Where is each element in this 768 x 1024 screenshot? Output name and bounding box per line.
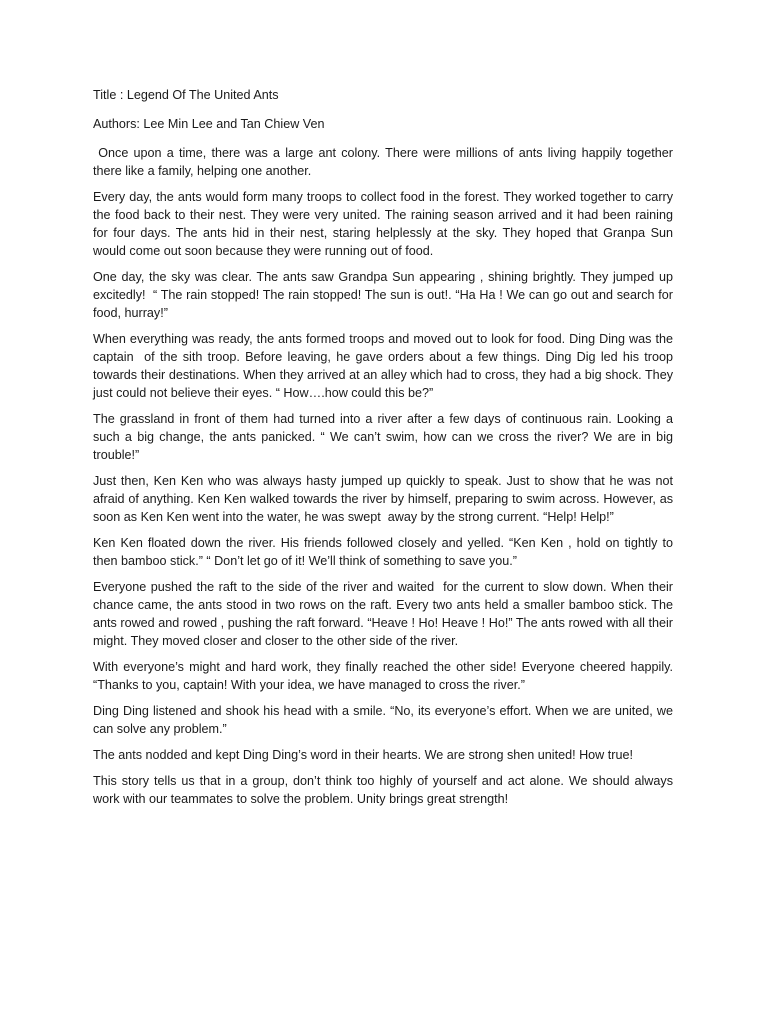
- paragraph: Ken Ken floated down the river. His friends followed closely and yelled. “Ken Ken , hold on tightly to then bamboo stick.” “ Don’t let go of it! We’ll think of something to save you.”: [93, 536, 677, 568]
- document-title: Title : Legend Of The United Ants: [93, 88, 279, 102]
- paragraph: When everything was ready, the ants formed troops and moved out to look for food. Ding Ding was the captain of the sith troop. Before leaving, he gave orders about a few things. Ding Dig led his troop towards their destinations. When they arrived at an alley which had to cross, they had a big shock. They just could not believe their eyes. “ How….how could this be?”: [93, 332, 677, 400]
- paragraph: This story tells us that in a group, don’t think too highly of yourself and act alone. We should always work with our teammates to solve the problem. Unity brings great strength!: [93, 774, 677, 806]
- document-page: [93, 86, 677, 816]
- paragraph: The ants nodded and kept Ding Ding’s word in their hearts. We are strong shen united! How true!: [93, 748, 633, 762]
- paragraph: Every day, the ants would form many troops to collect food in the forest. They worked together to carry the food back to their nest. They were very united. The raining season arrived and it had been raining for four days. The ants hid in their nest, staring helplessly at the sky. They hoped that Granpa Sun would come out soon because they were running out of food.: [93, 190, 677, 258]
- document-authors: Authors: Lee Min Lee and Tan Chiew Ven: [93, 117, 325, 131]
- paragraph: The grassland in front of them had turned into a river after a few days of continuous rain. Looking a such a big change, the ants panicked. “ We can’t swim, how can we cross the river? We are in big trouble!”: [93, 412, 677, 462]
- paragraph: One day, the sky was clear. The ants saw Grandpa Sun appearing , shining brightly. They jumped up excitedly! “ The rain stopped! The rain stopped! The sun is out!. “Ha Ha ! We can go out and search for food, hurray!”: [93, 270, 677, 320]
- paragraph: Ding Ding listened and shook his head with a smile. “No, its everyone’s effort. When we are united, we can solve any problem.”: [93, 704, 677, 736]
- paragraph: Just then, Ken Ken who was always hasty jumped up quickly to speak. Just to show that he was not afraid of anything. Ken Ken walked towards the river by himself, preparing to swim across. However, as soon as Ken Ken went into the water, he was swept away by the strong current. “Help! Help!”: [93, 474, 677, 524]
- paragraph: With everyone’s might and hard work, they finally reached the other side! Everyone cheered happily. “Thanks to you, captain! With your idea, we have managed to cross the river.”: [93, 660, 677, 692]
- paragraph: Once upon a time, there was a large ant colony. There were millions of ants living happily together there like a family, helping one another.: [93, 146, 677, 178]
- paragraph: Everyone pushed the raft to the side of the river and waited for the current to slow down. When their chance came, the ants stood in two rows on the raft. Every two ants held a smaller bamboo stick. The ants rowed and rowed , pushing the raft forward. “Heave ! Ho! Heave ! Ho!” The ants rowed with all their might. They moved closer and closer to the other side of the river.: [93, 580, 677, 648]
